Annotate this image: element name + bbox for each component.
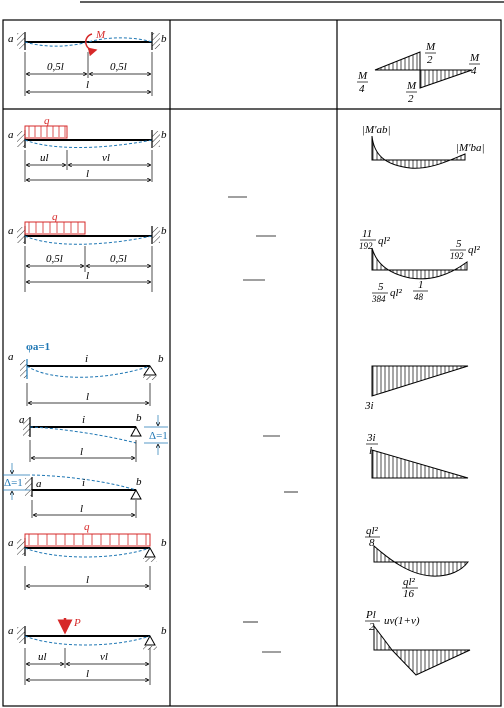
svg-text:1: 1 <box>418 279 424 291</box>
svg-text:3i: 3i <box>365 400 374 412</box>
svg-text:vl: vl <box>100 651 108 663</box>
row6-beam <box>3 463 142 518</box>
row3-beam <box>8 211 167 292</box>
svg-text:ul: ul <box>40 152 49 164</box>
svg-text:ql²: ql² <box>403 576 415 588</box>
svg-text:q: q <box>52 211 58 223</box>
svg-text:b: b <box>136 412 142 424</box>
svg-text:l: l <box>86 79 90 91</box>
row4-diagram <box>364 366 468 412</box>
svg-text:0,5l: 0,5l <box>110 61 127 73</box>
svg-text:ql²: ql² <box>366 525 378 537</box>
label-b: b <box>161 33 167 45</box>
svg-text:Δ=1: Δ=1 <box>149 430 168 442</box>
row5-beam <box>19 412 168 462</box>
table-grid <box>3 2 504 706</box>
svg-text:uv(1+v): uv(1+v) <box>384 615 420 627</box>
svg-text:5: 5 <box>456 238 462 250</box>
svg-text:b: b <box>161 129 167 141</box>
label-M: M <box>96 29 106 41</box>
svg-text:vl: vl <box>102 152 110 164</box>
svg-text:q: q <box>84 521 90 533</box>
svg-text:l: l <box>369 445 373 457</box>
svg-text:Δ=1: Δ=1 <box>4 477 23 489</box>
svg-text:i: i <box>85 353 89 365</box>
svg-text:M: M <box>407 80 417 92</box>
svg-text:l: l <box>86 668 90 680</box>
svg-text:l: l <box>86 391 90 403</box>
svg-text:48: 48 <box>414 292 423 302</box>
svg-text:8: 8 <box>369 537 375 549</box>
svg-text:4: 4 <box>359 83 365 95</box>
svg-text:a: a <box>8 537 14 549</box>
svg-text:M: M <box>358 70 368 82</box>
svg-text:l: l <box>80 446 84 458</box>
svg-text:a: a <box>8 351 14 363</box>
svg-text:0,5l: 0,5l <box>47 61 64 73</box>
svg-text:l: l <box>86 574 90 586</box>
svg-text:P: P <box>74 617 81 629</box>
svg-text:a: a <box>8 625 14 637</box>
svg-text:l: l <box>80 503 84 515</box>
svg-text:i: i <box>82 477 86 489</box>
svg-text:b: b <box>161 537 167 549</box>
svg-text:3i: 3i <box>367 432 376 444</box>
svg-text:ql²: ql² <box>468 244 480 256</box>
svg-text:l: l <box>86 168 90 180</box>
svg-text:|M'ba|: |M'ba| <box>456 142 485 154</box>
row3-diagram <box>359 228 481 304</box>
svg-text:192: 192 <box>450 251 464 261</box>
row8-diagram <box>365 609 470 675</box>
svg-text:a: a <box>8 225 14 237</box>
row2-diagram <box>362 124 485 168</box>
row1-diagram <box>357 41 480 105</box>
svg-text:192: 192 <box>359 241 373 251</box>
svg-text:b: b <box>161 225 167 237</box>
svg-text:5: 5 <box>378 281 384 293</box>
svg-text:M: M <box>470 52 480 64</box>
svg-text:i: i <box>82 414 86 426</box>
row7-diagram <box>365 525 468 600</box>
svg-text:q: q <box>44 115 50 127</box>
distributed-load <box>25 126 67 138</box>
svg-text:a: a <box>8 129 14 141</box>
row7-beam <box>8 521 167 590</box>
row2-beam <box>8 115 167 182</box>
svg-text:Pl: Pl <box>366 609 376 621</box>
svg-text:11: 11 <box>362 228 373 240</box>
svg-text:b: b <box>158 353 164 365</box>
svg-text:0,5l: 0,5l <box>46 253 63 265</box>
row1-beam <box>8 29 167 96</box>
row4-beam <box>8 341 164 406</box>
svg-text:a: a <box>19 414 25 426</box>
svg-text:|M'ab|: |M'ab| <box>362 124 391 136</box>
svg-text:384: 384 <box>372 294 386 304</box>
svg-text:b: b <box>136 476 142 488</box>
svg-text:16: 16 <box>403 588 414 600</box>
row5-diagram <box>366 432 468 478</box>
svg-text:2: 2 <box>369 621 375 633</box>
svg-text:4: 4 <box>471 65 477 77</box>
svg-text:l: l <box>86 270 90 282</box>
svg-text:2: 2 <box>427 54 433 66</box>
svg-text:ql²: ql² <box>390 287 402 299</box>
svg-text:M: M <box>426 41 436 53</box>
svg-text:b: b <box>161 625 167 637</box>
label-a: a <box>8 33 14 45</box>
row8-beam <box>8 617 167 685</box>
svg-text:0,5l: 0,5l <box>110 253 127 265</box>
svg-text:ul: ul <box>38 651 47 663</box>
svg-text:a: a <box>36 478 42 490</box>
svg-text:ql²: ql² <box>378 235 390 247</box>
svg-text:2: 2 <box>408 93 414 105</box>
svg-text:φa=1: φa=1 <box>26 341 51 353</box>
